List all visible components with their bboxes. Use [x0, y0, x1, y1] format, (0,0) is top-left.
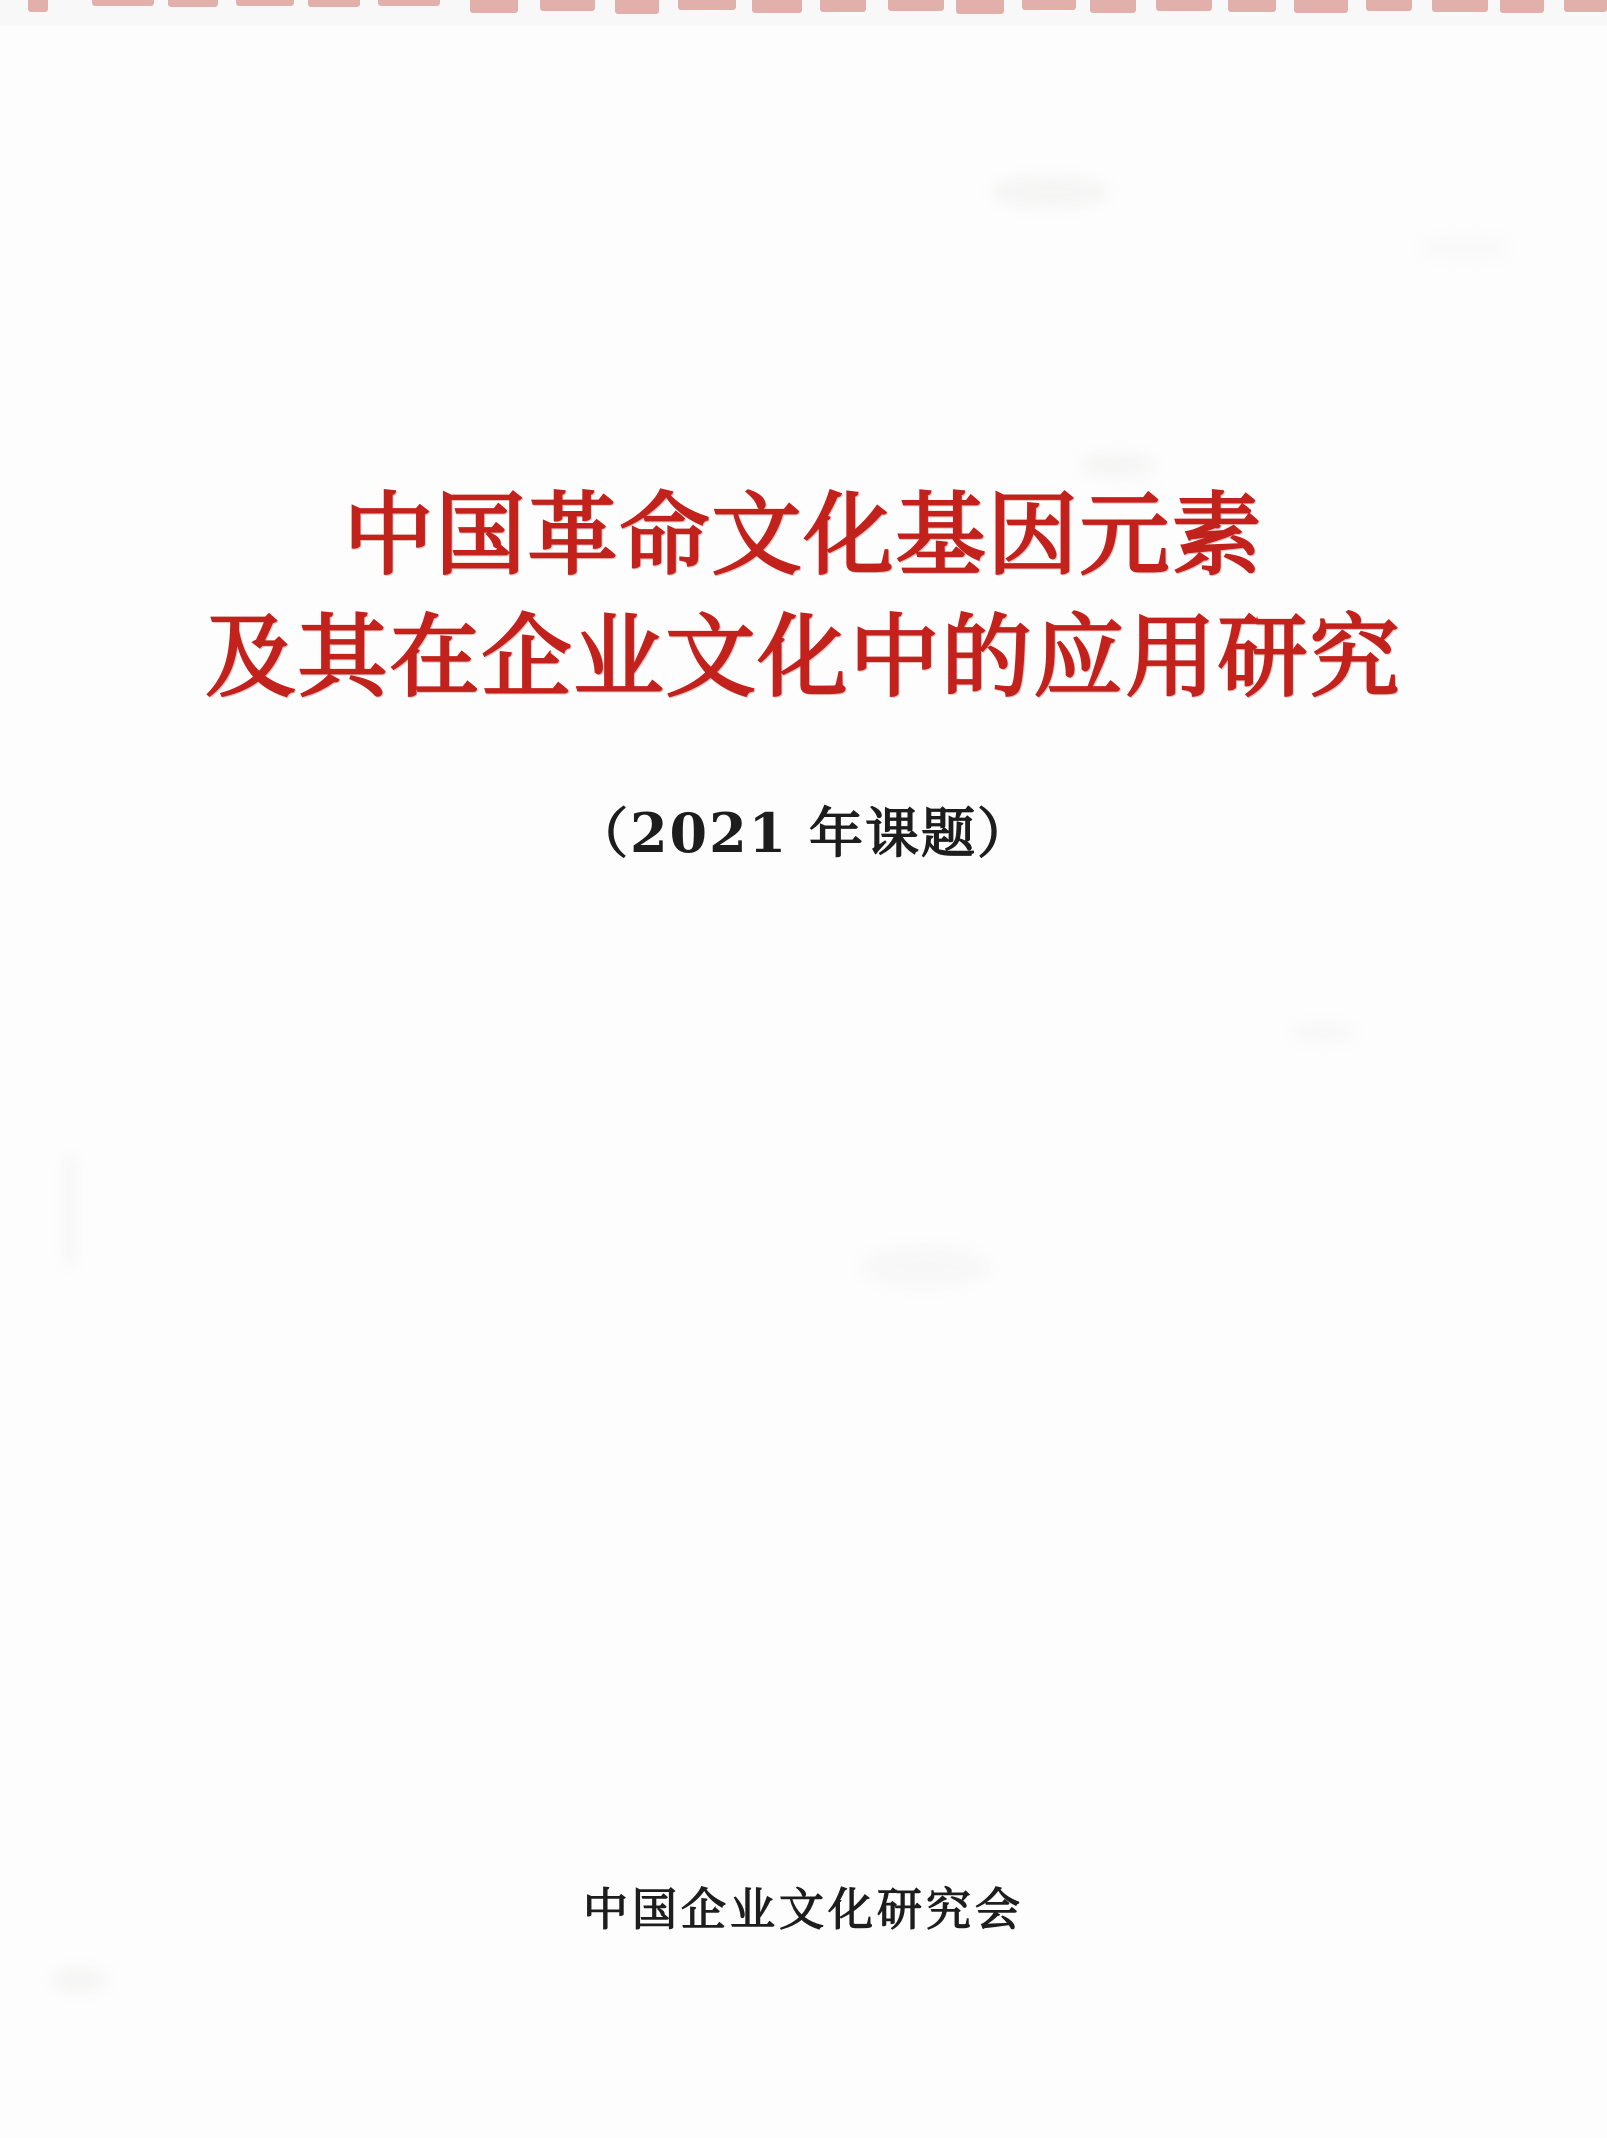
scan-artifact-glyph-fragment — [820, 0, 866, 12]
scan-smudge — [860, 1245, 990, 1289]
scan-artifact-glyph-fragment — [1294, 0, 1348, 13]
scan-artifact-glyph-fragment — [1564, 0, 1607, 12]
scan-artifact-glyph-fragment — [1432, 0, 1488, 12]
report-title-line2: 及其在企业文化中的应用研究 — [205, 604, 1402, 710]
scan-artifact-glyph-fragment — [308, 0, 360, 7]
scan-artifact-glyph-fragment — [168, 0, 218, 7]
scan-artifact-glyph-fragment — [236, 0, 294, 6]
scan-artifact-glyph-fragment — [1022, 0, 1076, 10]
scan-artifact-glyph-fragment — [470, 0, 518, 13]
scan-artifact-glyph-fragment — [678, 0, 736, 10]
report-subtitle: （2021 年课题） — [573, 801, 1034, 865]
organization-name: 中国企业文化研究会 — [582, 1883, 1024, 1936]
scan-artifact-glyph-fragment — [956, 0, 1004, 14]
scan-artifact-glyph-fragment — [92, 0, 154, 6]
report-title-line1: 中国革命文化基因元素 — [343, 482, 1264, 588]
scan-artifact-top-edge — [0, 0, 1607, 26]
scan-artifact-glyph-fragment — [1090, 0, 1136, 13]
scan-smudge — [990, 175, 1110, 209]
scan-smudge — [50, 1968, 108, 1992]
scan-artifact-glyph-fragment — [1228, 0, 1276, 12]
scan-artifact-glyph-fragment — [615, 0, 659, 14]
scan-artifact-glyph-fragment — [1156, 0, 1212, 11]
scan-artifact-glyph-fragment — [752, 0, 802, 13]
report-title — [0, 474, 1607, 718]
scan-artifact-glyph-fragment — [888, 0, 944, 11]
scan-smudge — [1420, 235, 1510, 261]
scan-smudge — [1290, 1022, 1356, 1044]
scan-artifact-glyph-fragment — [28, 0, 48, 12]
scan-artifact-glyph-fragment — [540, 0, 595, 11]
scan-artifact-glyph-fragment — [378, 0, 440, 6]
scan-artifact-glyph-fragment — [1500, 0, 1544, 13]
scan-smudge — [66, 1155, 76, 1265]
scan-artifact-glyph-fragment — [1366, 0, 1412, 11]
